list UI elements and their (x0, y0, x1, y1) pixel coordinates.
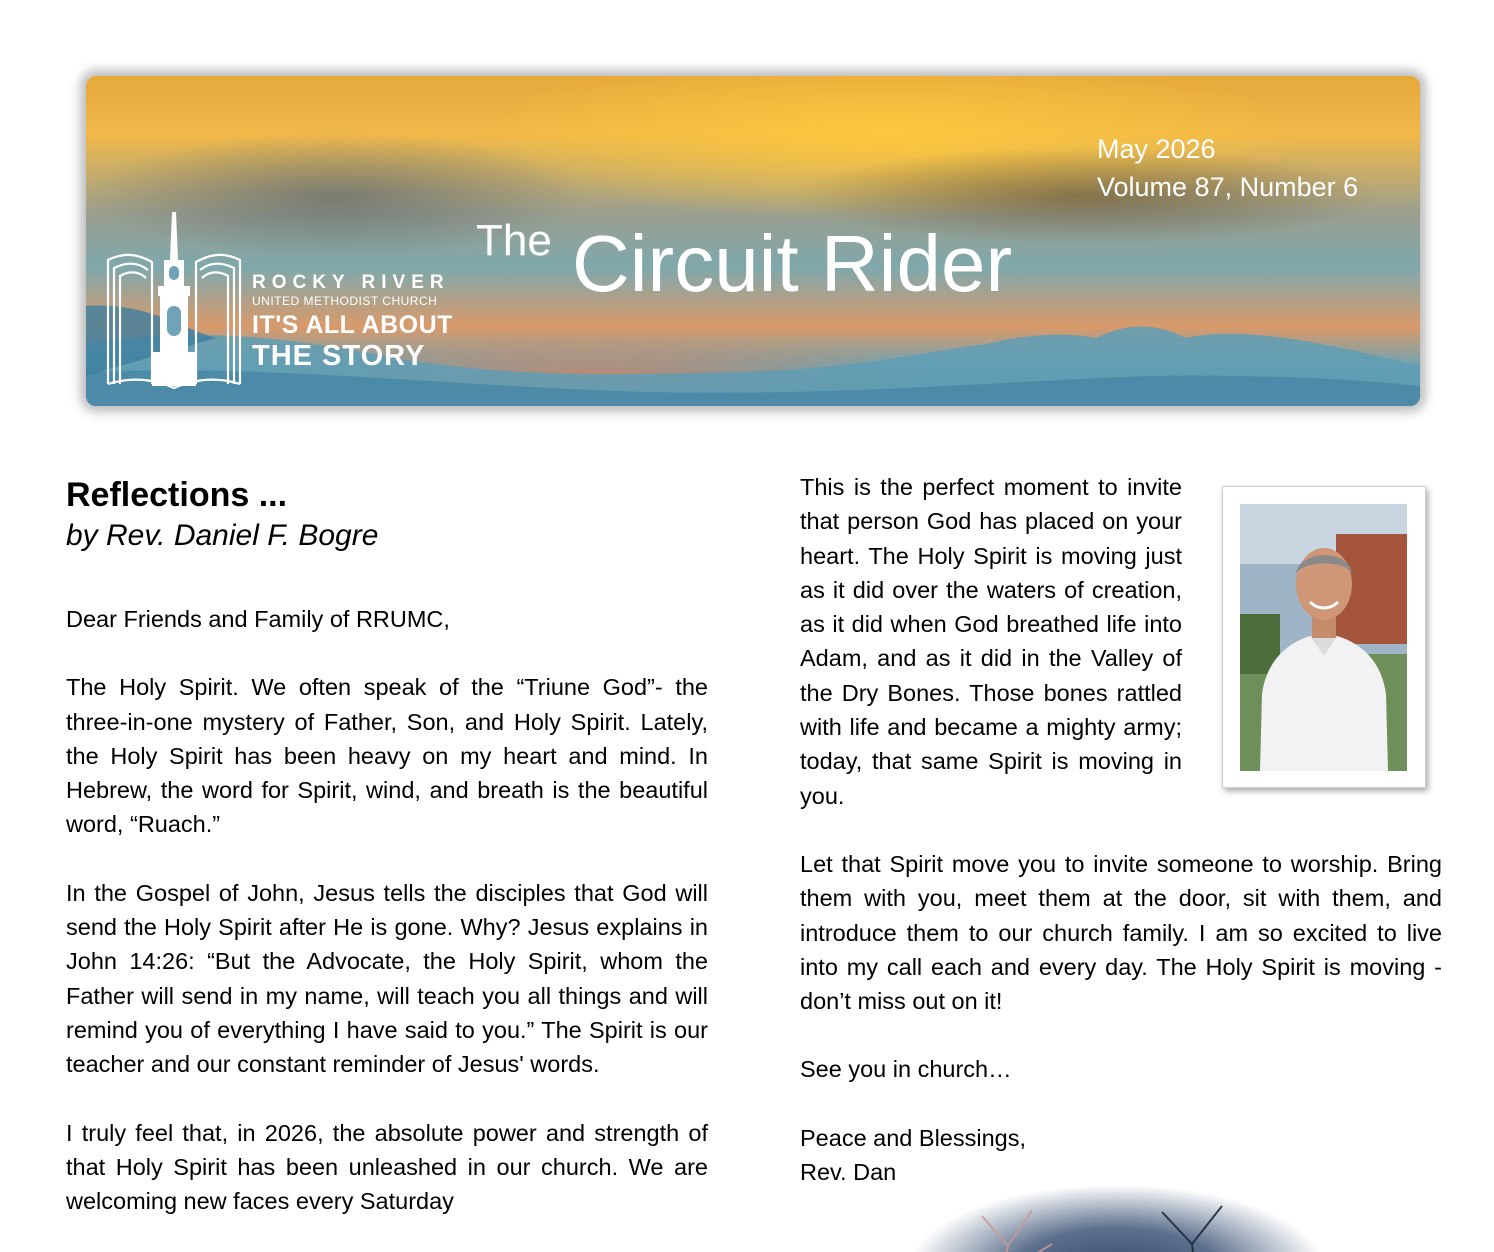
tagline-line2: THE STORY (252, 340, 426, 372)
article-heading: Reflections ... (66, 476, 288, 514)
article-byline: by Rev. Daniel F. Bogre (66, 519, 379, 552)
winter-trees-image (912, 1186, 1322, 1252)
left-column (66, 474, 708, 1218)
closing-line: Peace and Blessings, (800, 1124, 1027, 1151)
signature: Rev. Dan (800, 1159, 897, 1186)
church-name-block (252, 272, 453, 372)
masthead-title: Circuit Rider (572, 219, 1013, 308)
paragraph: See you in church… (800, 1056, 1012, 1083)
tagline-line1: IT'S ALL ABOUT (252, 311, 453, 339)
right-column (800, 470, 1442, 1189)
paragraph: The Holy Spirit. We often speak of the “Triune God”- the three-in-one mystery of Father, Son, and Holy Spirit. Lately, the Holy Spirit has been heavy on my heart and mind. In Hebrew, the word for Spirit, wind, and breath is the beautiful word, “Ruach.” (66, 674, 708, 838)
pastor-photo (1240, 504, 1407, 771)
masthead-banner (86, 76, 1420, 406)
paragraph: Let that Spirit move you to invite someone to worship. Bring them with you, meet them at the door, sit with them, and introduce them to our church family. I am so excited to live into my call each and every day. The Holy Spirit is moving - don’t miss out on it! (800, 850, 1442, 1015)
pastor-photo-frame (1222, 486, 1426, 788)
salutation: Dear Friends and Family of RRUMC, (66, 606, 450, 632)
issue-volume: Volume 87, Number 6 (1097, 172, 1359, 202)
church-logo-icon (104, 212, 244, 392)
issue-info (1097, 130, 1358, 206)
paragraph: I truly feel that, in 2026, the absolute power and strength of that Holy Spirit has been unleashed in our church. We are welcoming new faces every Saturday (66, 1119, 708, 1215)
issue-date: May 2026 (1097, 134, 1216, 164)
paragraph: In the Gospel of John, Jesus tells the disciples that God will send the Holy Spirit after He is gone. Why? Jesus explains in John 14:26: “But the Advocate, the Holy Spirit, whom the Father will send in my name, will teach you all things and will remind you of everything I have said to you.” The Spirit is our teacher and our constant reminder of Jesus' words. (66, 879, 708, 1078)
church-name: ROCKY RIVER (252, 272, 450, 293)
masthead-the: The (476, 216, 552, 265)
church-denomination: UNITED METHODIST CHURCH (252, 294, 438, 308)
paragraph: This is the perfect moment to invite that person God has placed on your heart. The Holy Spirit is moving just as it did over the waters of creation, as it did when God breathed life into Adam, and as it did in the Valley of the Dry Bones. Those bones rattled with life and became a mighty army; today, that same Spirit is moving in you. (800, 474, 1182, 809)
